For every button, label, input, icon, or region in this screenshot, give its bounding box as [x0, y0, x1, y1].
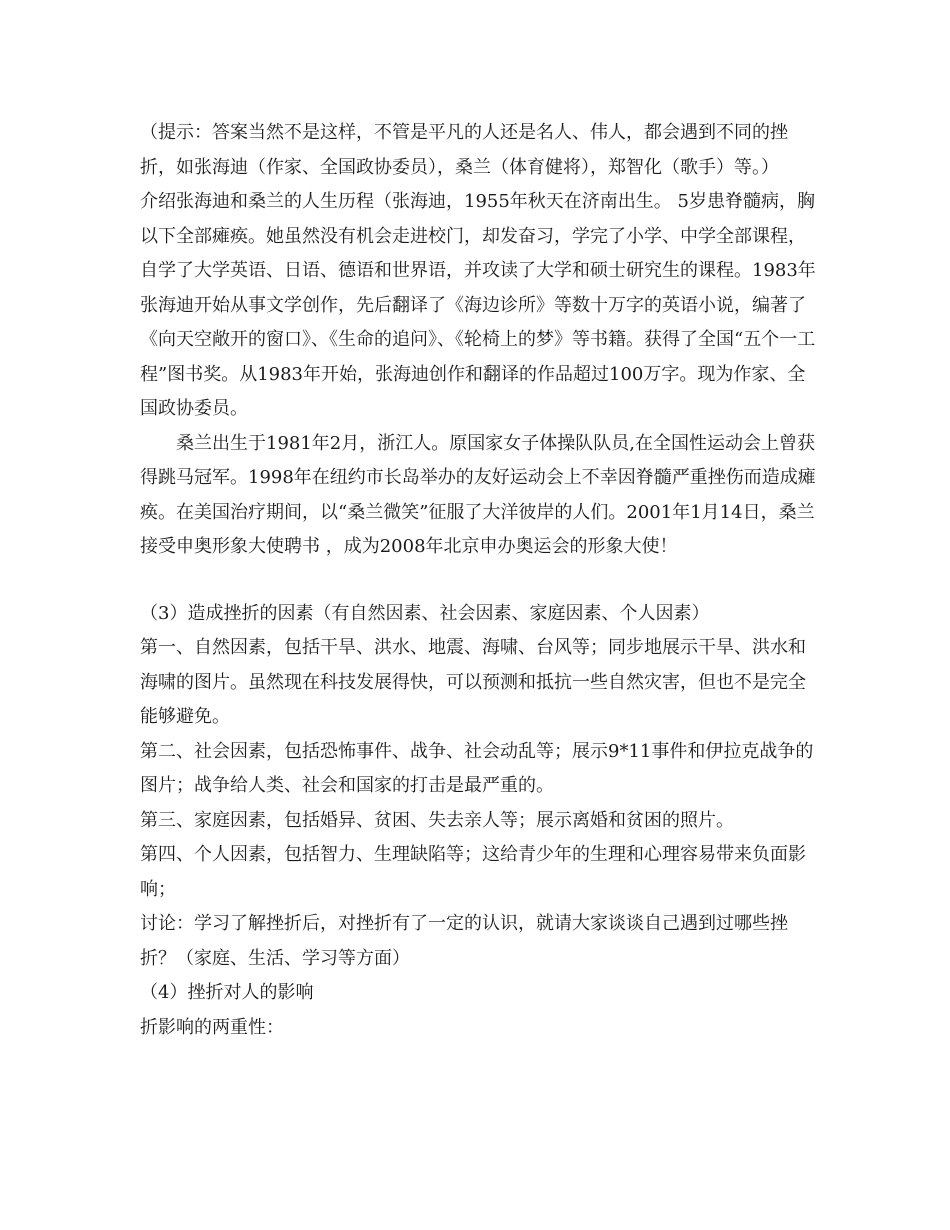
factor-family-paragraph: 第三、家庭因素，包括婚异、贫困、失去亲人等；展示离婚和贫困的照片。 — [140, 809, 734, 831]
duality-paragraph: 折影响的两重性： — [140, 1016, 284, 1038]
factor-social-paragraph: 第二、社会因素，包括恐怖事件、战争、社会动乱等；展示9*11事件和伊拉克战争的图片；战争给人类、社会和国家的打击是最严重的。 — [140, 740, 814, 796]
section-heading-factors: （3）造成挫折的因素（有自然因素、社会因素、家庭因素、个人因素） — [140, 602, 710, 624]
factor-personal-paragraph: 第四、个人因素，包括智力、生理缺陷等；这给青少年的生理和心理容易带来负面影响； — [140, 844, 806, 900]
discussion-paragraph: 讨论：学习了解挫折后，对挫折有了一定的认识，就请大家谈谈自己遇到过哪些挫折？（家庭、生活、学习等方面） — [140, 913, 788, 969]
zhang-haidi-paragraph: 介绍张海迪和桑兰的人生历程（张海迪，1955年秋天在济南出生。 5岁患脊髓病，胸以下全部瘫痪。她虽然没有机会走进校门，却发奋习，学完了小学、中学全部课程，自学了大学英语、日语、德语和世界语，并攻读了大学和硕士研究生的课程。1983年张海迪开始从事文学创作，先后翻译了《海边诊所》等数十万字的英语小说，编著了《向天空敞开的窗口》、《生命的追问》、《轮椅上的梦》等书籍。获得了全国“五个一工程”图书奖。从1983年开始，张海迪创作和翻译的作品超过100万字。现为作家、全国政协委员。 — [140, 191, 816, 419]
sang-lan-paragraph: 桑兰出生于1981年2月，浙江人。原国家女子体操队队员,在全国性运动会上曾获得跳马冠军。1998年在纽约市长岛举办的友好运动会上不幸因脊髓严重挫伤而造成瘫痪。在美国治疗期间，以“桑兰微笑”征服了大洋彼岸的人们。2001年1月14日，桑兰接受申奥形象大使聘书 ，成为2008年北京申办奥运会的形象大使！ — [140, 432, 816, 557]
factor-natural-paragraph: 第一、自然因素，包括干旱、洪水、地震、海啸、台风等；同步地展示干旱、洪水和海啸的图片。虽然现在科技发展得快，可以预测和抵抗一些自然灾害，但也不是完全能够避免。 — [140, 637, 806, 727]
hint-paragraph: （提示：答案当然不是这样，不管是平凡的人还是名人、伟人，都会遇到不同的挫折，如张海迪（作家、全国政协委员），桑兰（体育健将），郑智化（歌手）等。） — [140, 122, 788, 178]
document-body — [140, 116, 820, 1045]
section-heading-influence: （4）挫折对人的影响 — [140, 982, 314, 1003]
